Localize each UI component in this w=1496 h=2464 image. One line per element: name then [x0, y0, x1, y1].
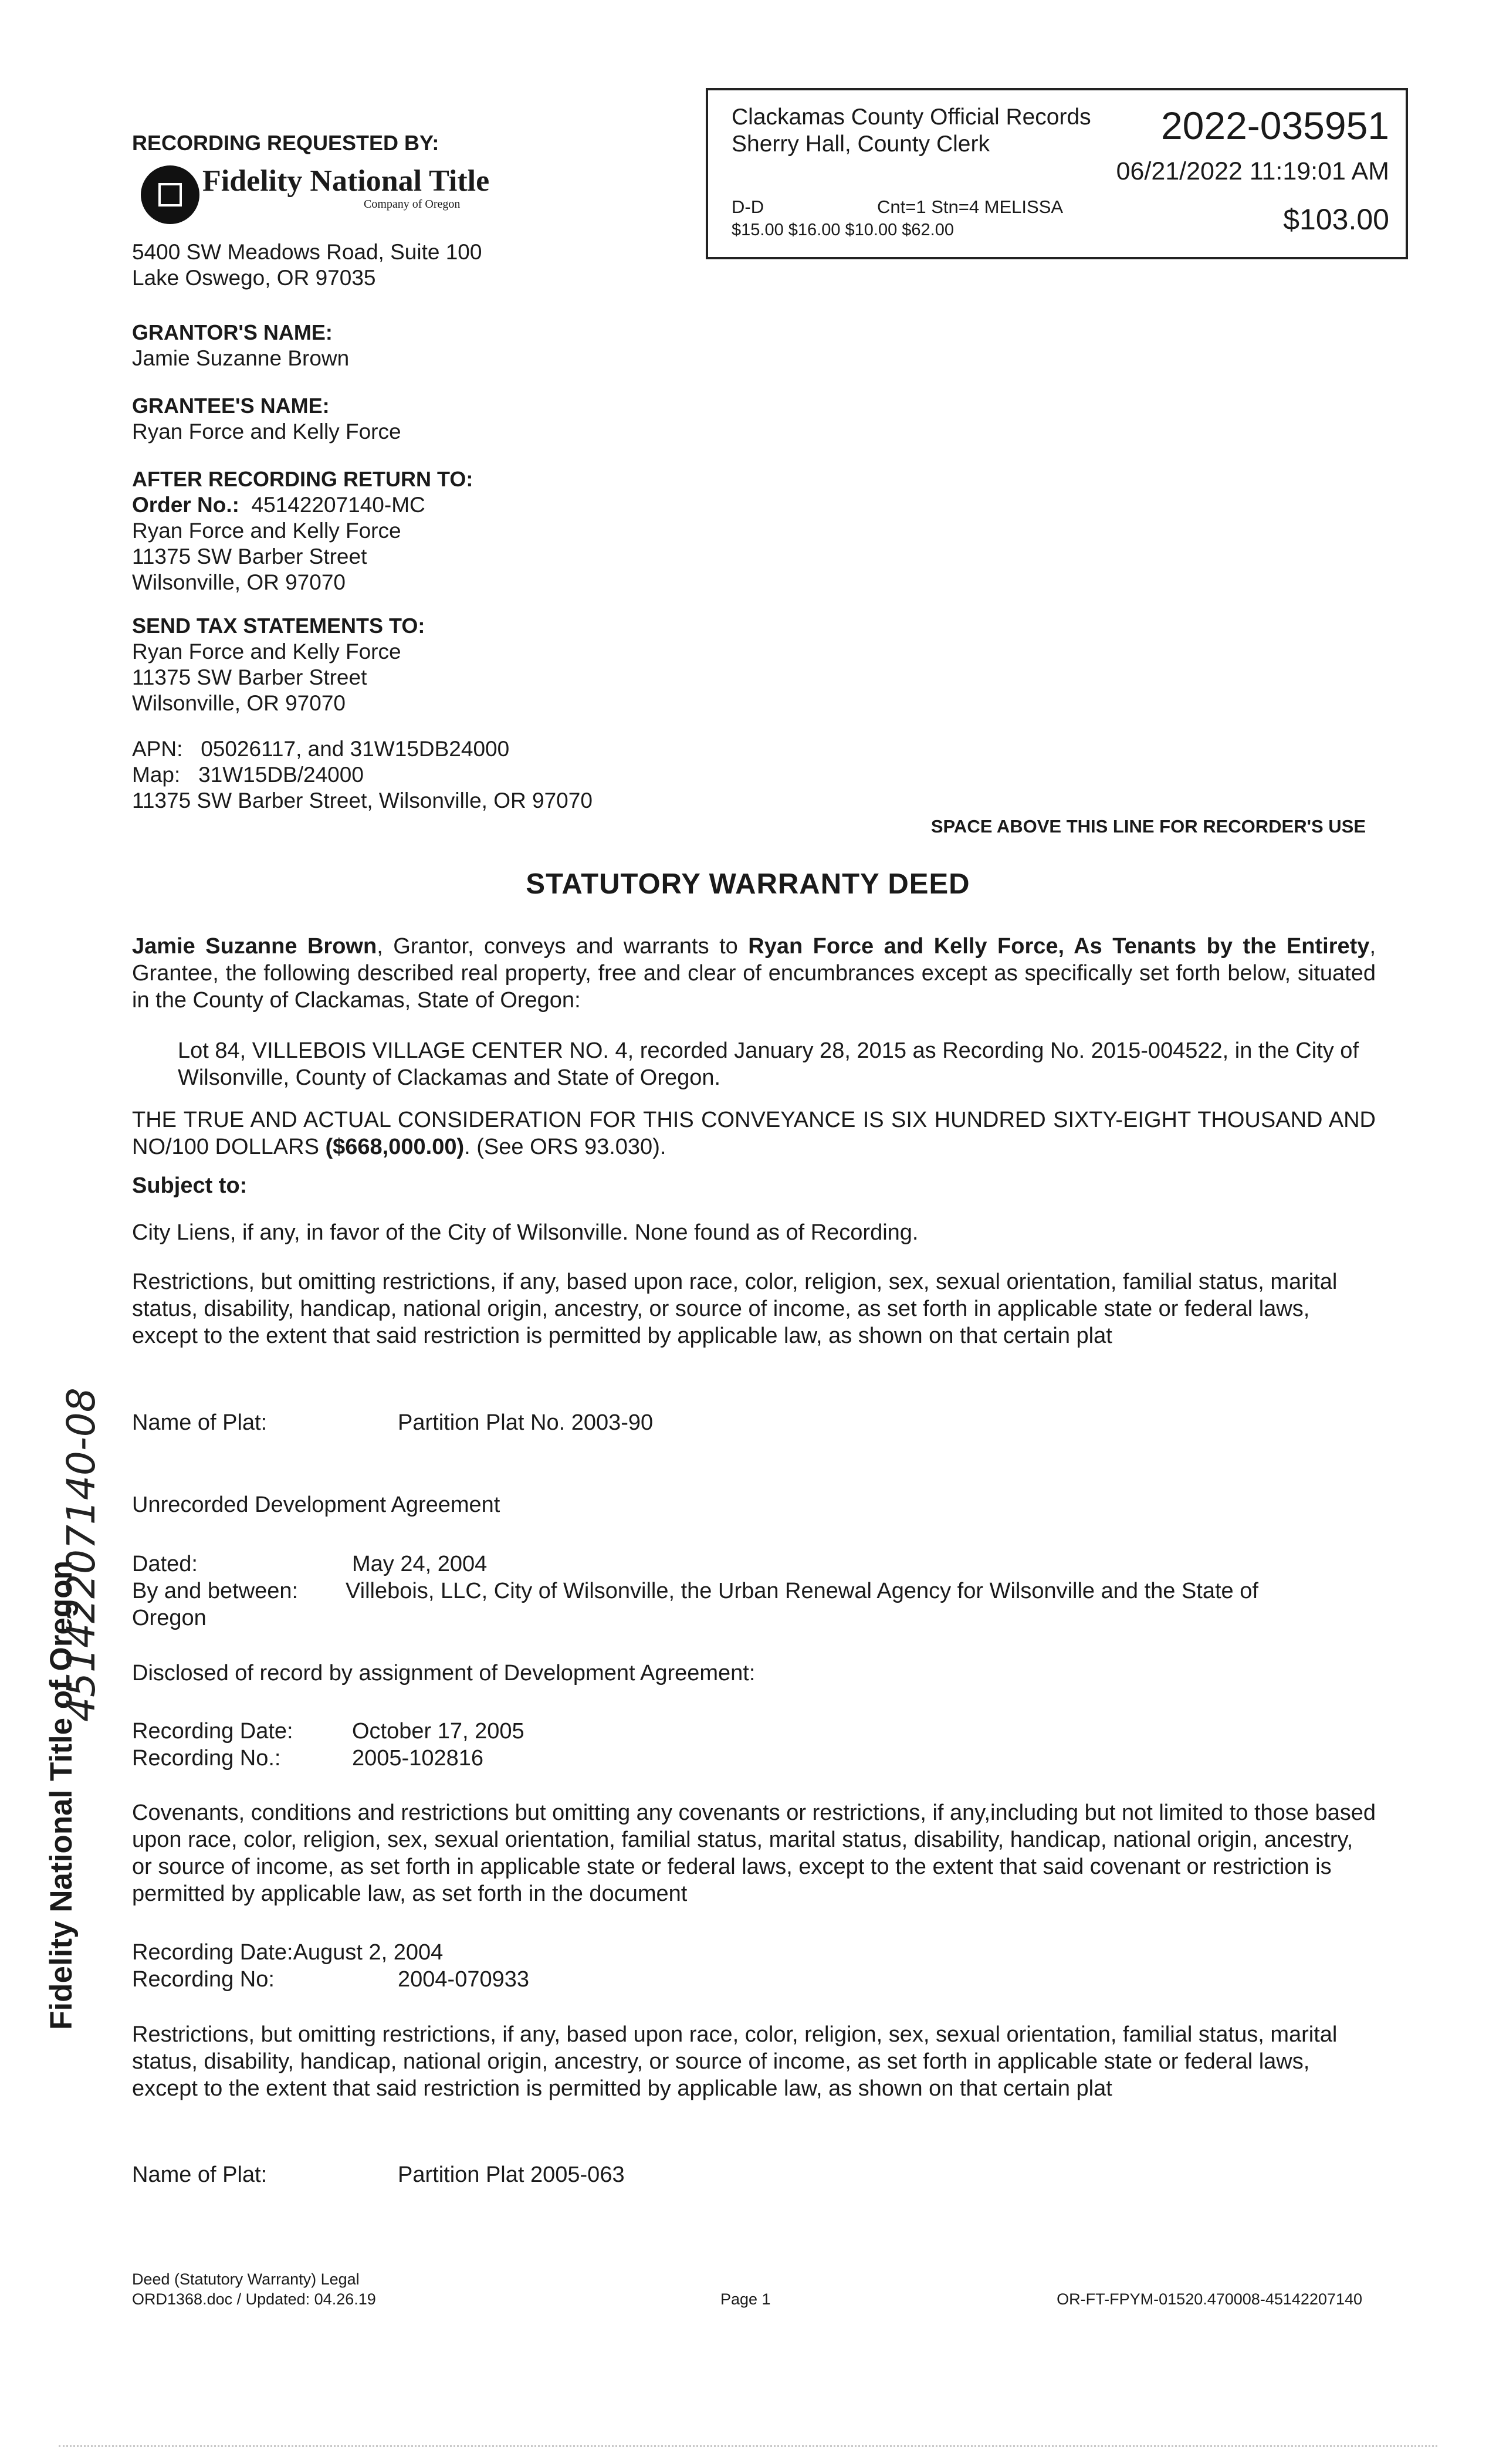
plat-1-value: Partition Plat No. 2003-90	[398, 1410, 654, 1435]
by-and-between-value-cont: Oregon	[132, 1606, 207, 1630]
document-title: STATUTORY WARRANTY DEED	[526, 868, 970, 900]
consideration-paragraph	[132, 1106, 1376, 1160]
recording-fees: $15.00 $16.00 $10.00 $62.00	[732, 221, 954, 239]
city-liens: City Liens, if any, in favor of the City of Wilsonville. None found as of Recording.	[132, 1220, 919, 1245]
grantee-label: GRANTEE'S NAME:	[132, 394, 330, 418]
consideration-text-1: THE TRUE AND ACTUAL CONSIDERATION FOR THIS CONVEYANCE IS SIX HUNDRED SIXTY-EIGHT THOUSAND AND NO/100 DOLLARS	[132, 1108, 1376, 1159]
legal-description: Lot 84, VILLEBOIS VILLAGE CENTER NO. 4, recorded January 28, 2015 as Recording No. 2015-004522, in the City of Wilsonville, County of Clackamas and State of Oregon.	[178, 1038, 1359, 1090]
company-name: Fidelity National Title	[202, 164, 490, 198]
recording-requested-by-label: RECORDING REQUESTED BY:	[132, 131, 439, 155]
ccr-recording-no-value: 2004-070933	[398, 1967, 529, 1992]
bottom-divider	[59, 2445, 1437, 2447]
side-handwritten-order: 45142207140-08	[59, 1387, 104, 1722]
property-address: 11375 SW Barber Street, Wilsonville, OR 97070	[132, 788, 593, 813]
assignment-no-value: 2005-102816	[352, 1746, 483, 1771]
document-type: D-D	[732, 197, 764, 217]
return-to-city: Wilsonville, OR 97070	[132, 570, 346, 594]
plat-1-label: Name of Plat:	[132, 1410, 268, 1435]
address-line-2: Lake Oswego, OR 97035	[132, 266, 376, 290]
subject-to-heading: Subject to:	[132, 1173, 248, 1198]
footer-page: Page 1	[720, 2290, 771, 2308]
tax-to-name: Ryan Force and Kelly Force	[132, 639, 401, 664]
recorder-clerk: Sherry Hall, County Clerk	[732, 131, 990, 157]
plat-2-value: Partition Plat 2005-063	[398, 2162, 625, 2187]
footer-form	[132, 2269, 376, 2309]
company-address	[132, 239, 482, 291]
assignment-date-label: Recording Date:	[132, 1719, 293, 1744]
return-to-name: Ryan Force and Kelly Force	[132, 519, 401, 543]
grantor-label: GRANTOR'S NAME:	[132, 320, 333, 344]
order-number: 45142207140-MC	[251, 493, 425, 517]
recording-counts: Cnt=1 Stn=4 MELISSA	[877, 197, 1064, 217]
map-value: 31W15DB/24000	[198, 763, 364, 787]
consideration-text-2: . (See ORS 93.030).	[464, 1135, 666, 1159]
unrecorded-agreement: Unrecorded Development Agreement	[132, 1492, 500, 1517]
tax-to-street: 11375 SW Barber Street	[132, 665, 367, 689]
ccr-recording-no-label: Recording No:	[132, 1967, 275, 1992]
company-suffix: Company of Oregon	[364, 198, 461, 211]
recorder-use-notice: SPACE ABOVE THIS LINE FOR RECORDER'S USE	[930, 816, 1366, 837]
conveyance-text-2: , Grantee, the following described real property, free and clear of encumbrances except as specifically set forth below, situated in the County of Clackamas, State of Oregon:	[132, 934, 1376, 1013]
address-line-1: 5400 SW Meadows Road, Suite 100	[132, 240, 482, 264]
return-to-section	[132, 466, 473, 595]
footer-reference: OR-FT-FPYM-01520.470008-45142207140	[1057, 2290, 1362, 2308]
recording-timestamp: 06/21/2022 11:19:01 AM	[1116, 157, 1389, 185]
grantor-bold: Jamie Suzanne Brown	[132, 934, 377, 959]
dated-value: May 24, 2004	[352, 1552, 488, 1576]
by-and-between-label: By and between:	[132, 1579, 299, 1603]
order-no-label: Order No.:	[132, 493, 239, 517]
apn-label: APN:	[132, 737, 183, 761]
assignment-no-label: Recording No.:	[132, 1746, 281, 1771]
fidelity-logo-icon	[141, 165, 199, 224]
return-to-street: 11375 SW Barber Street	[132, 544, 367, 568]
recorder-office: Clackamas County Official Records	[732, 104, 1091, 130]
tax-statements-section	[132, 613, 425, 716]
recording-number: 2022-035951	[1160, 104, 1389, 147]
conveyance-text-1: , Grantor, conveys and warrants to	[377, 934, 749, 959]
disclosed-of-record: Disclosed of record by assignment of Development Agreement:	[132, 1661, 756, 1685]
plat-2-label: Name of Plat:	[132, 2162, 268, 2187]
parcel-info	[132, 736, 593, 814]
by-and-between-value: Villebois, LLC, City of Wilsonville, the Urban Renewal Agency for Wilsonville and the State of	[346, 1579, 1258, 1603]
tax-statements-label: SEND TAX STATEMENTS TO:	[132, 614, 425, 638]
ccr-recording-date: Recording Date:August 2, 2004	[132, 1940, 444, 1965]
footer-form-name: Deed (Statutory Warranty) Legal	[132, 2270, 360, 2288]
apn-value: 05026117, and 31W15DB24000	[201, 737, 510, 761]
grantee-bold: Ryan Force and Kelly Force, As Tenants by the Entirety	[748, 934, 1370, 959]
recording-total: $103.00	[1283, 203, 1389, 236]
grantee-name: Ryan Force and Kelly Force	[132, 419, 401, 444]
conveyance-paragraph	[132, 933, 1376, 1014]
consideration-amount: ($668,000.00)	[325, 1135, 465, 1159]
return-to-label: AFTER RECORDING RETURN TO:	[132, 467, 473, 491]
dated-label: Dated:	[132, 1552, 198, 1576]
footer-form-id: ORD1368.doc / Updated: 04.26.19	[132, 2290, 376, 2308]
assignment-date-value: October 17, 2005	[352, 1719, 524, 1744]
tax-to-city: Wilsonville, OR 97070	[132, 691, 346, 715]
side-company-stamp: Fidelity National Title of Oregon	[44, 1561, 79, 2030]
map-label: Map:	[132, 763, 181, 787]
grantor-section	[132, 320, 349, 371]
recorder-stamp-box	[706, 88, 1408, 259]
covenants-paragraph: Covenants, conditions and restrictions but omitting any covenants or restrictions, if any,including but not limited to those based upon race, color, religion, sex, sexual orientation, familial status, marital status, disability, handicap, national origin, ancestry, or source of income, as set forth in applicable state or federal laws, except to the extent that said covenant or restriction is permitted by applicable law, as set forth in the document	[132, 1800, 1376, 1906]
grantee-section	[132, 393, 401, 445]
restrictions-paragraph-2: Restrictions, but omitting restrictions, if any, based upon race, color, religion, sex, sexual orientation, familial status, marital status, disability, handicap, national origin, ancestry, or source of income, as set forth in applicable state or federal laws, except to the extent that said restriction is permitted by applicable law, as shown on that certain plat	[132, 2022, 1338, 2101]
grantor-name: Jamie Suzanne Brown	[132, 346, 350, 370]
restrictions-paragraph-1: Restrictions, but omitting restrictions, if any, based upon race, color, religion, sex, sexual orientation, familial status, marital status, disability, handicap, national origin, ancestry, or source of income, as set forth in applicable state or federal laws, except to the extent that said restriction is permitted by applicable law, as shown on that certain plat	[132, 1270, 1338, 1348]
